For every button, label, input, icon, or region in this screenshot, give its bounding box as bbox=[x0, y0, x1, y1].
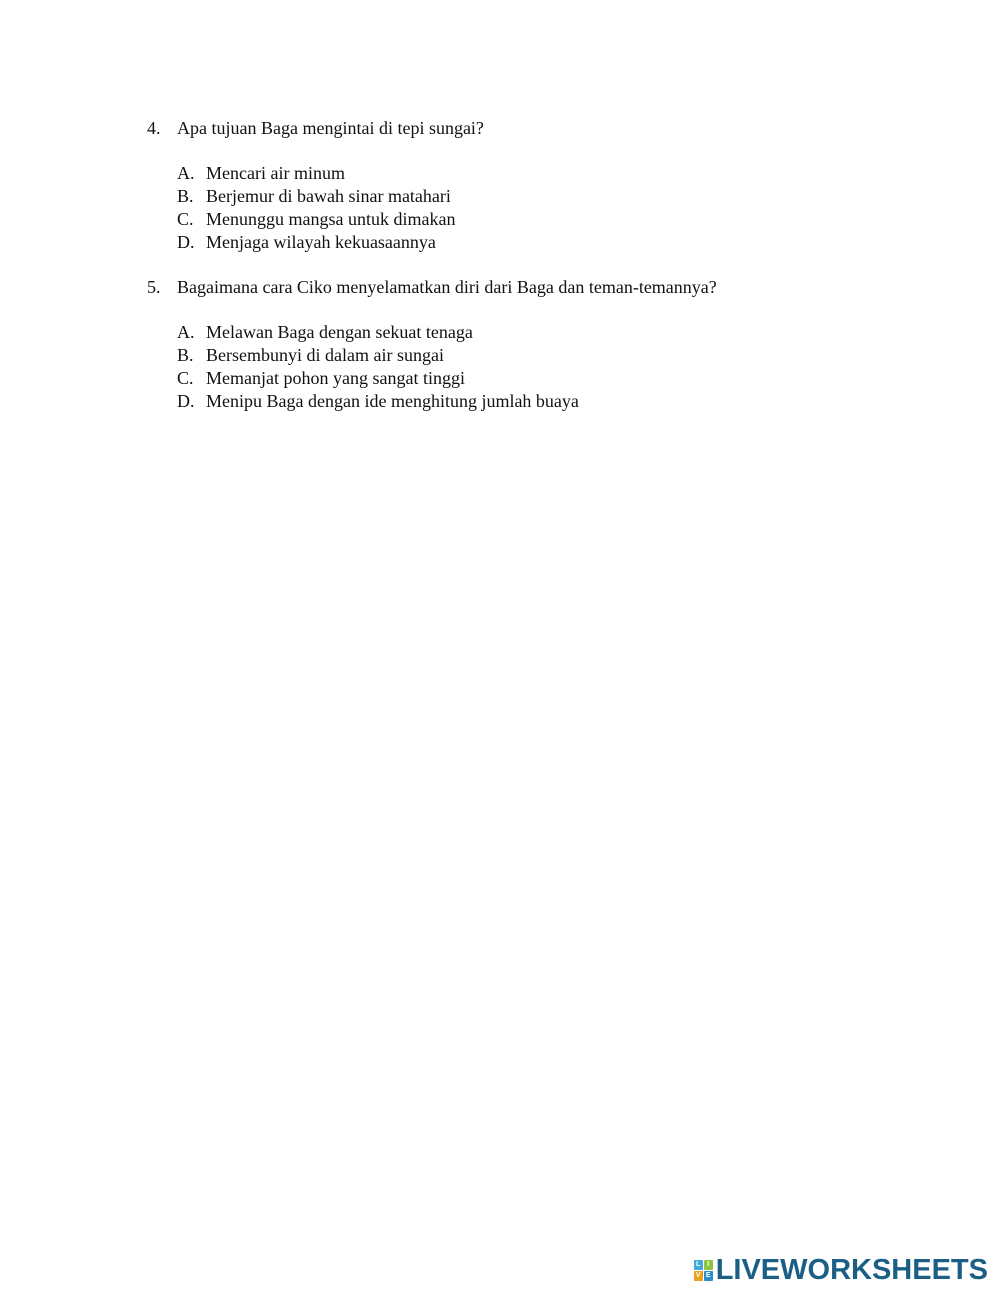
option-letter: A. bbox=[177, 163, 195, 183]
option-text: Berjemur di bawah sinar matahari bbox=[206, 186, 451, 206]
logo-text: LIVEWORKSHEETS bbox=[715, 1254, 988, 1286]
option-letter: C. bbox=[177, 368, 194, 388]
logo-mark-letter: E bbox=[704, 1271, 713, 1281]
option-text: Menunggu mangsa untuk dimakan bbox=[206, 209, 456, 229]
option-list bbox=[177, 321, 947, 413]
option-b bbox=[177, 185, 947, 208]
option-c bbox=[177, 367, 947, 390]
option-text: Menipu Baga dengan ide menghitung jumlah buaya bbox=[206, 391, 579, 411]
question-line bbox=[147, 276, 947, 299]
question-text: Bagaimana cara Ciko menyelamatkan diri dari Baga dan teman-temannya? bbox=[177, 277, 717, 297]
option-b bbox=[177, 344, 947, 367]
option-a bbox=[177, 321, 947, 344]
option-text: Menjaga wilayah kekuasaannya bbox=[206, 232, 436, 252]
logo-mark-letter: L bbox=[694, 1260, 703, 1270]
logo-mark-letter: I bbox=[704, 1260, 713, 1270]
logo-mark-icon bbox=[694, 1260, 713, 1281]
option-letter: B. bbox=[177, 345, 194, 365]
logo-mark-letter: V bbox=[694, 1271, 703, 1281]
option-d bbox=[177, 390, 947, 413]
question-5 bbox=[147, 276, 947, 413]
option-c bbox=[177, 208, 947, 231]
option-a bbox=[177, 162, 947, 185]
option-d bbox=[177, 231, 947, 254]
option-letter: A. bbox=[177, 322, 195, 342]
liveworksheets-logo bbox=[694, 1254, 988, 1286]
question-number: 4. bbox=[147, 118, 161, 138]
question-line bbox=[147, 117, 947, 140]
option-text: Melawan Baga dengan sekuat tenaga bbox=[206, 322, 473, 342]
option-list bbox=[177, 162, 947, 254]
option-letter: D. bbox=[177, 232, 195, 252]
option-text: Memanjat pohon yang sangat tinggi bbox=[206, 368, 465, 388]
option-text: Mencari air minum bbox=[206, 163, 345, 183]
question-number: 5. bbox=[147, 277, 161, 297]
option-letter: D. bbox=[177, 391, 195, 411]
option-text: Bersembunyi di dalam air sungai bbox=[206, 345, 444, 365]
option-letter: C. bbox=[177, 209, 194, 229]
question-4 bbox=[147, 117, 947, 254]
question-text: Apa tujuan Baga mengintai di tepi sungai? bbox=[177, 118, 484, 138]
option-letter: B. bbox=[177, 186, 194, 206]
